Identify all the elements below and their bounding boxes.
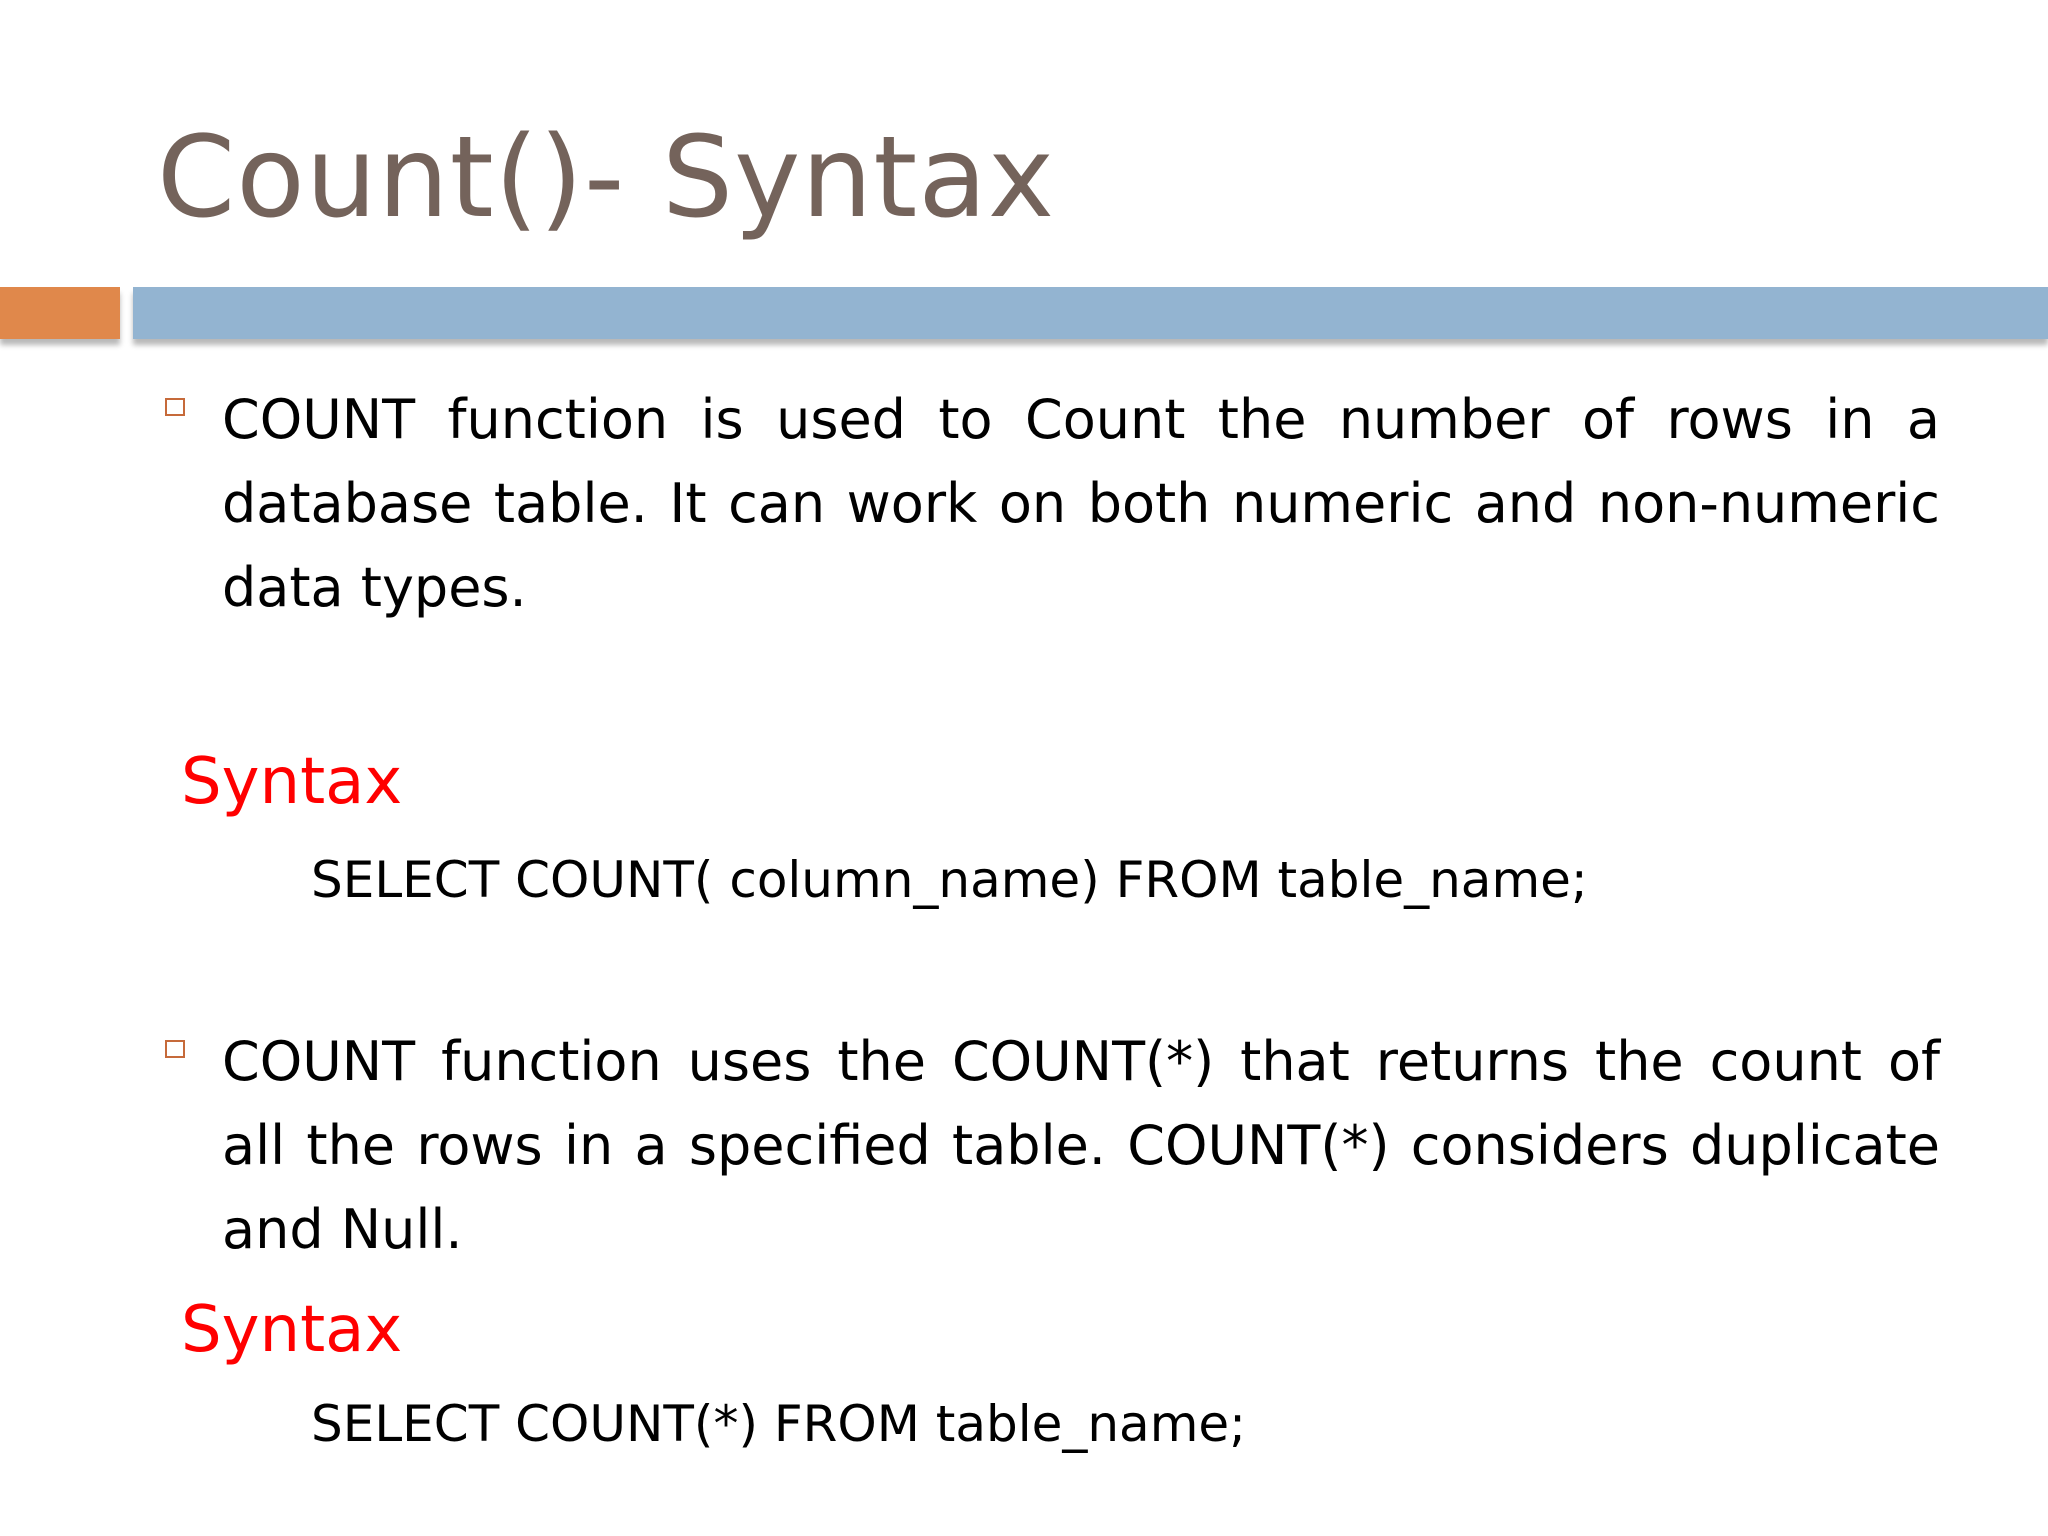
syntax-label-column-count: Syntax bbox=[181, 745, 403, 819]
bullet-text-count-description: COUNT function is used to Count the number of rows in a database table. It can work on both numeric and non-numeric data types. bbox=[222, 388, 1940, 619]
syntax-code-count-star: SELECT COUNT(*) FROM table_name; bbox=[311, 1395, 1247, 1453]
syntax-code-column-count: SELECT COUNT( column_name) FROM table_name; bbox=[311, 851, 1588, 909]
hollow-square-bullet-icon bbox=[162, 1038, 188, 1060]
bullet-square-shape bbox=[165, 1040, 185, 1058]
title-divider-bar bbox=[133, 287, 2048, 339]
hollow-square-bullet-icon bbox=[162, 396, 188, 418]
syntax-label-count-star: Syntax bbox=[181, 1293, 403, 1367]
bullet-square-shape bbox=[165, 398, 185, 416]
slide-title: Count()- Syntax bbox=[157, 113, 1056, 243]
title-accent-bar bbox=[0, 287, 120, 339]
bullet-text-count-star-description: COUNT function uses the COUNT(*) that returns the count of all the rows in a specified table. COUNT(*) considers duplicate and Null. bbox=[222, 1030, 1940, 1261]
